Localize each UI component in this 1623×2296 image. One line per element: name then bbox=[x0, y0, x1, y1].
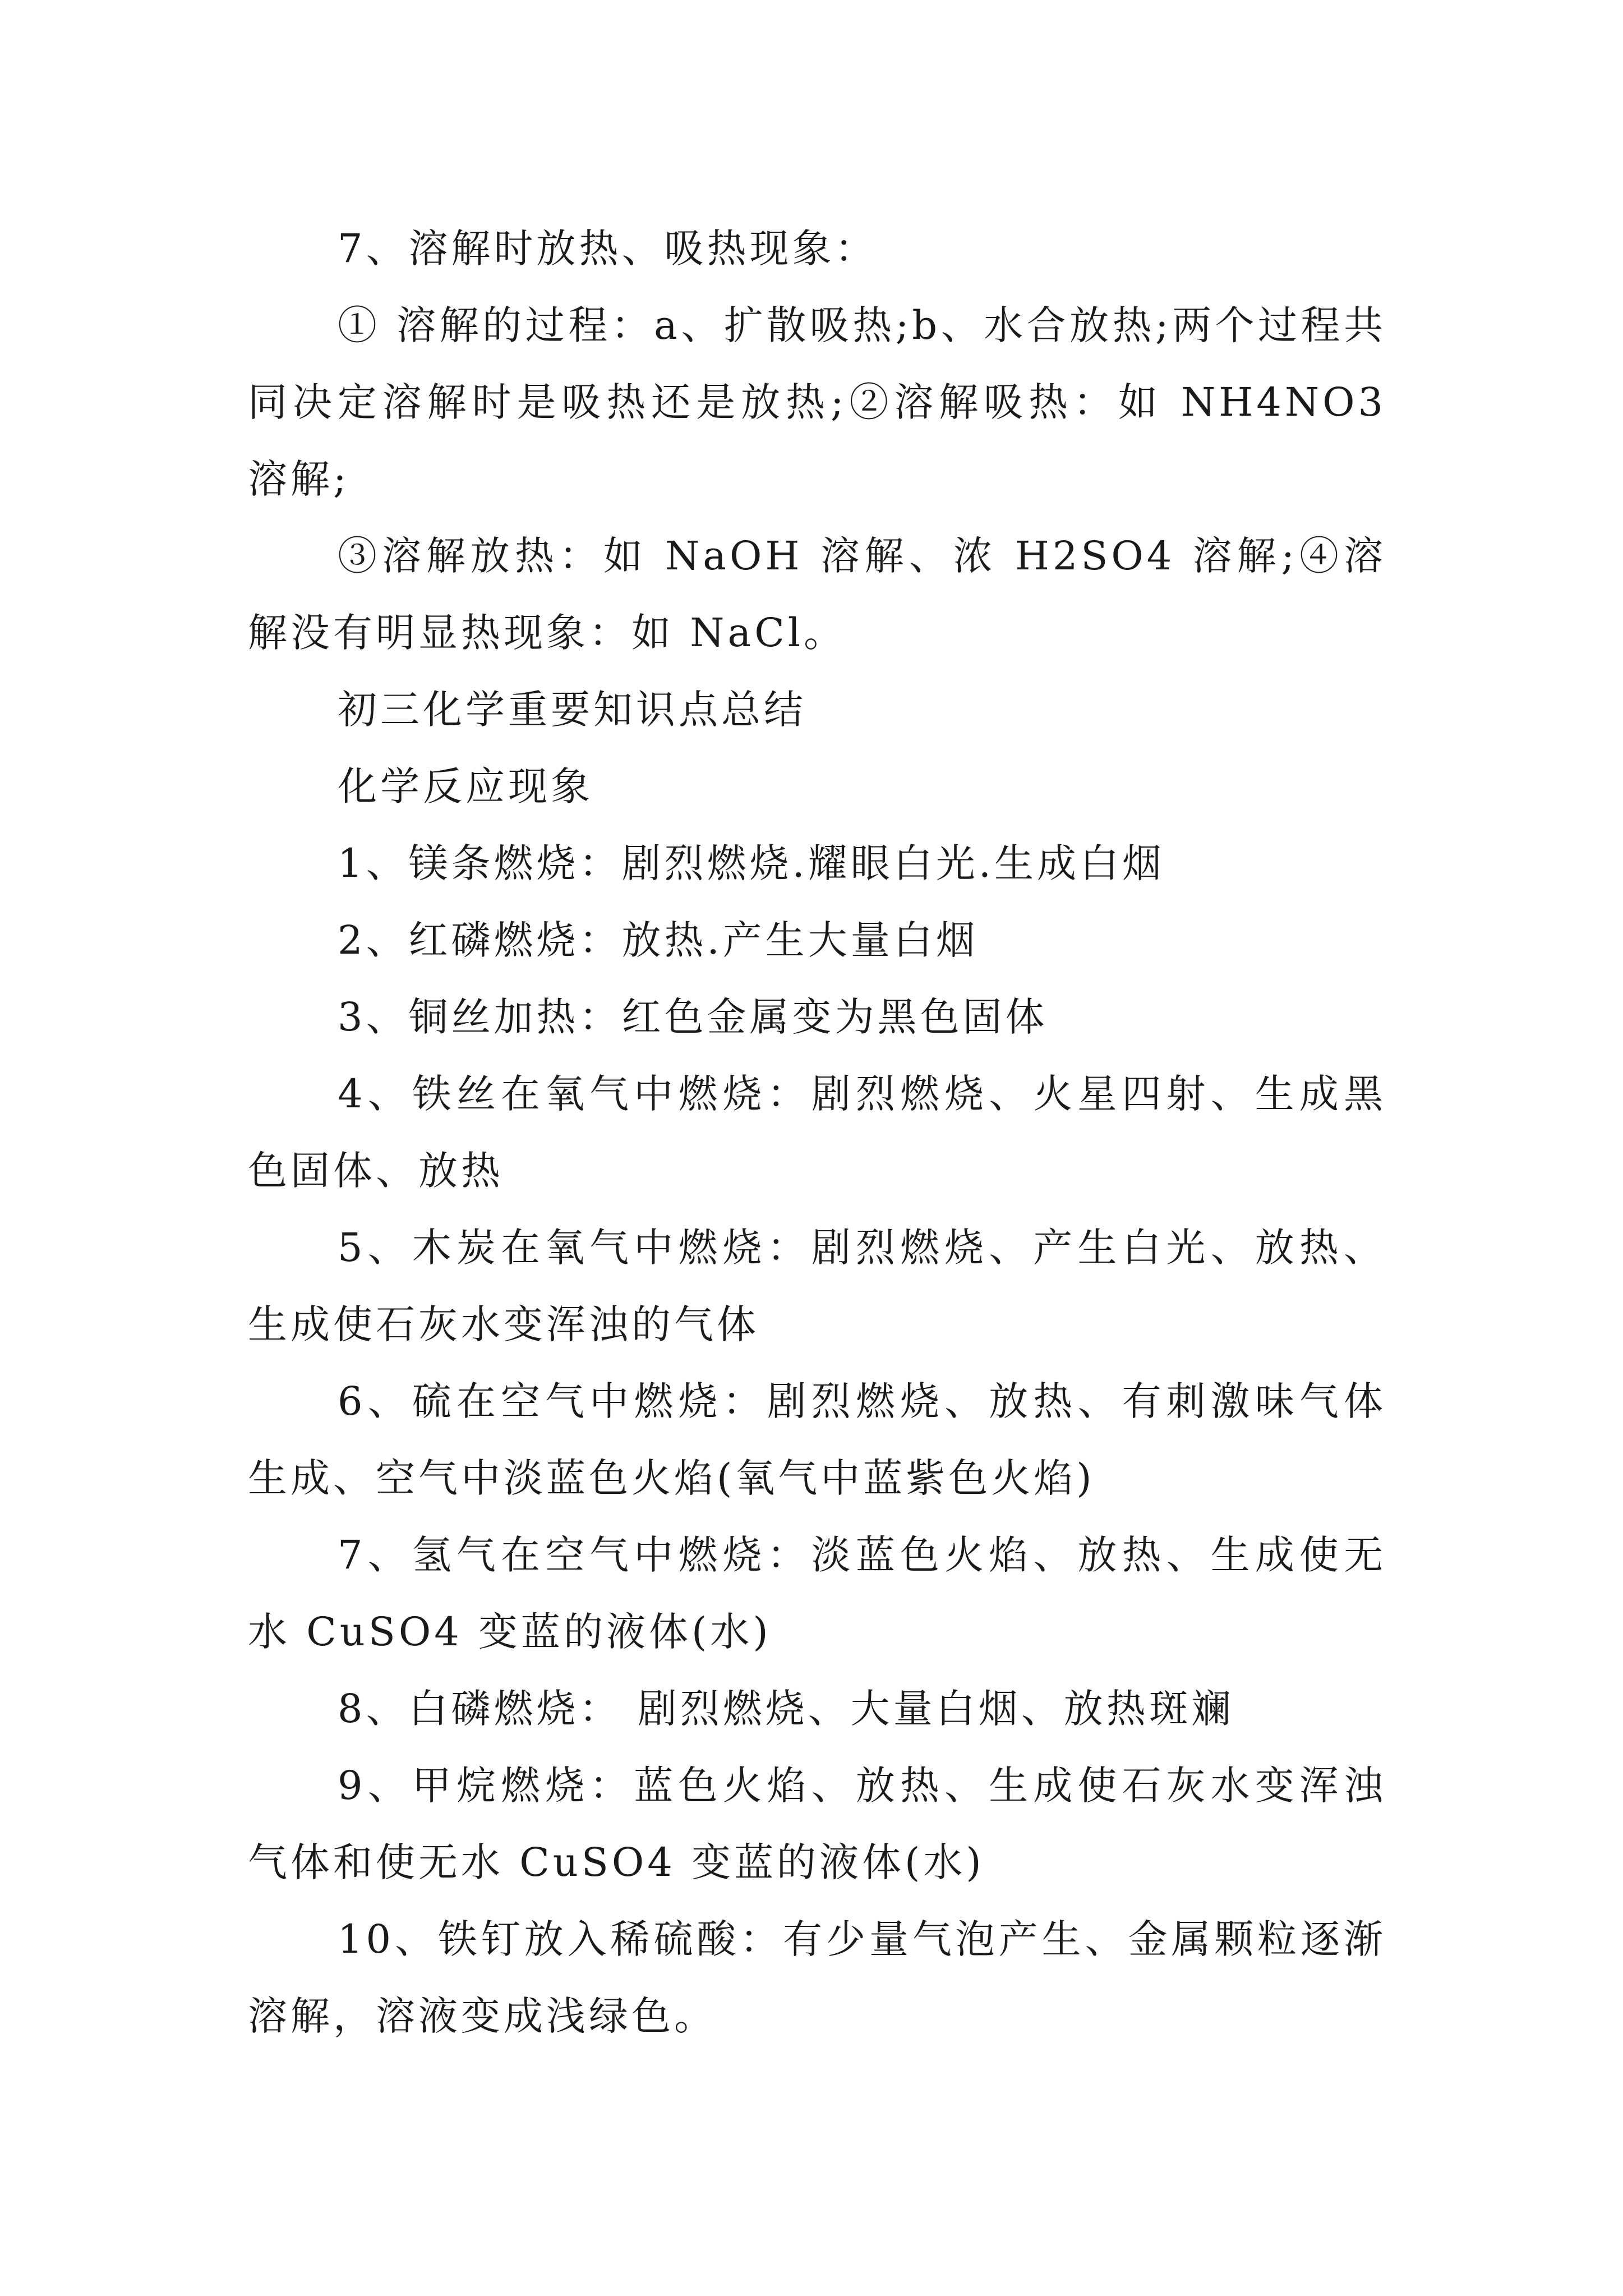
paragraph-dissolution-process: ① 溶解的过程：a、扩散吸热;b、水合放热;两个过程共同决定溶解时是吸热还是放热;②溶解吸热：如 NH4NO3 溶解; bbox=[248, 302, 1386, 502]
document-body bbox=[248, 210, 1386, 2055]
list-item: 10、铁钉放入稀硫酸：有少量气泡产生、金属颗粒逐渐溶解，溶液变成浅绿色。 bbox=[248, 1916, 1386, 2039]
list-item: 7、氢气在空气中燃烧：淡蓝色火焰、放热、生成使无水 CuSO4 变蓝的液体(水) bbox=[248, 1532, 1386, 1655]
paragraph-dissolution-heat-heading: 7、溶解时放热、吸热现象： bbox=[338, 226, 878, 272]
list-item: 4、铁丝在氧气中燃烧：剧烈燃烧、火星四射、生成黑色固体、放热 bbox=[248, 1071, 1386, 1194]
list-item: 9、甲烷燃烧：蓝色火焰、放热、生成使石灰水变浑浊气体和使无水 CuSO4 变蓝的液体(水) bbox=[248, 1763, 1386, 1885]
list-item: 8、白磷燃烧： 剧烈燃烧、大量白烟、放热斑斓 bbox=[338, 1686, 1234, 1732]
section-title: 初三化学重要知识点总结 bbox=[338, 687, 806, 733]
list-item: 2、红磷燃烧：放热.产生大量白烟 bbox=[338, 917, 979, 963]
list-item: 3、铜丝加热：红色金属变为黑色固体 bbox=[338, 994, 1048, 1040]
paragraph-dissolution-exothermic: ③溶解放热：如 NaOH 溶解、浓 H2SO4 溶解;④溶解没有明显热现象：如 NaCl。 bbox=[248, 533, 1386, 656]
list-item: 1、镁条燃烧：剧烈燃烧.耀眼白光.生成白烟 bbox=[338, 840, 1165, 886]
subsection-title: 化学反应现象 bbox=[338, 763, 593, 809]
list-item: 5、木炭在氧气中燃烧：剧烈燃烧、产生白光、放热、生成使石灰水变浑浊的气体 bbox=[248, 1225, 1386, 1347]
list-item: 6、硫在空气中燃烧：剧烈燃烧、放热、有刺激味气体生成、空气中淡蓝色火焰(氧气中蓝紫色火焰) bbox=[248, 1378, 1386, 1501]
